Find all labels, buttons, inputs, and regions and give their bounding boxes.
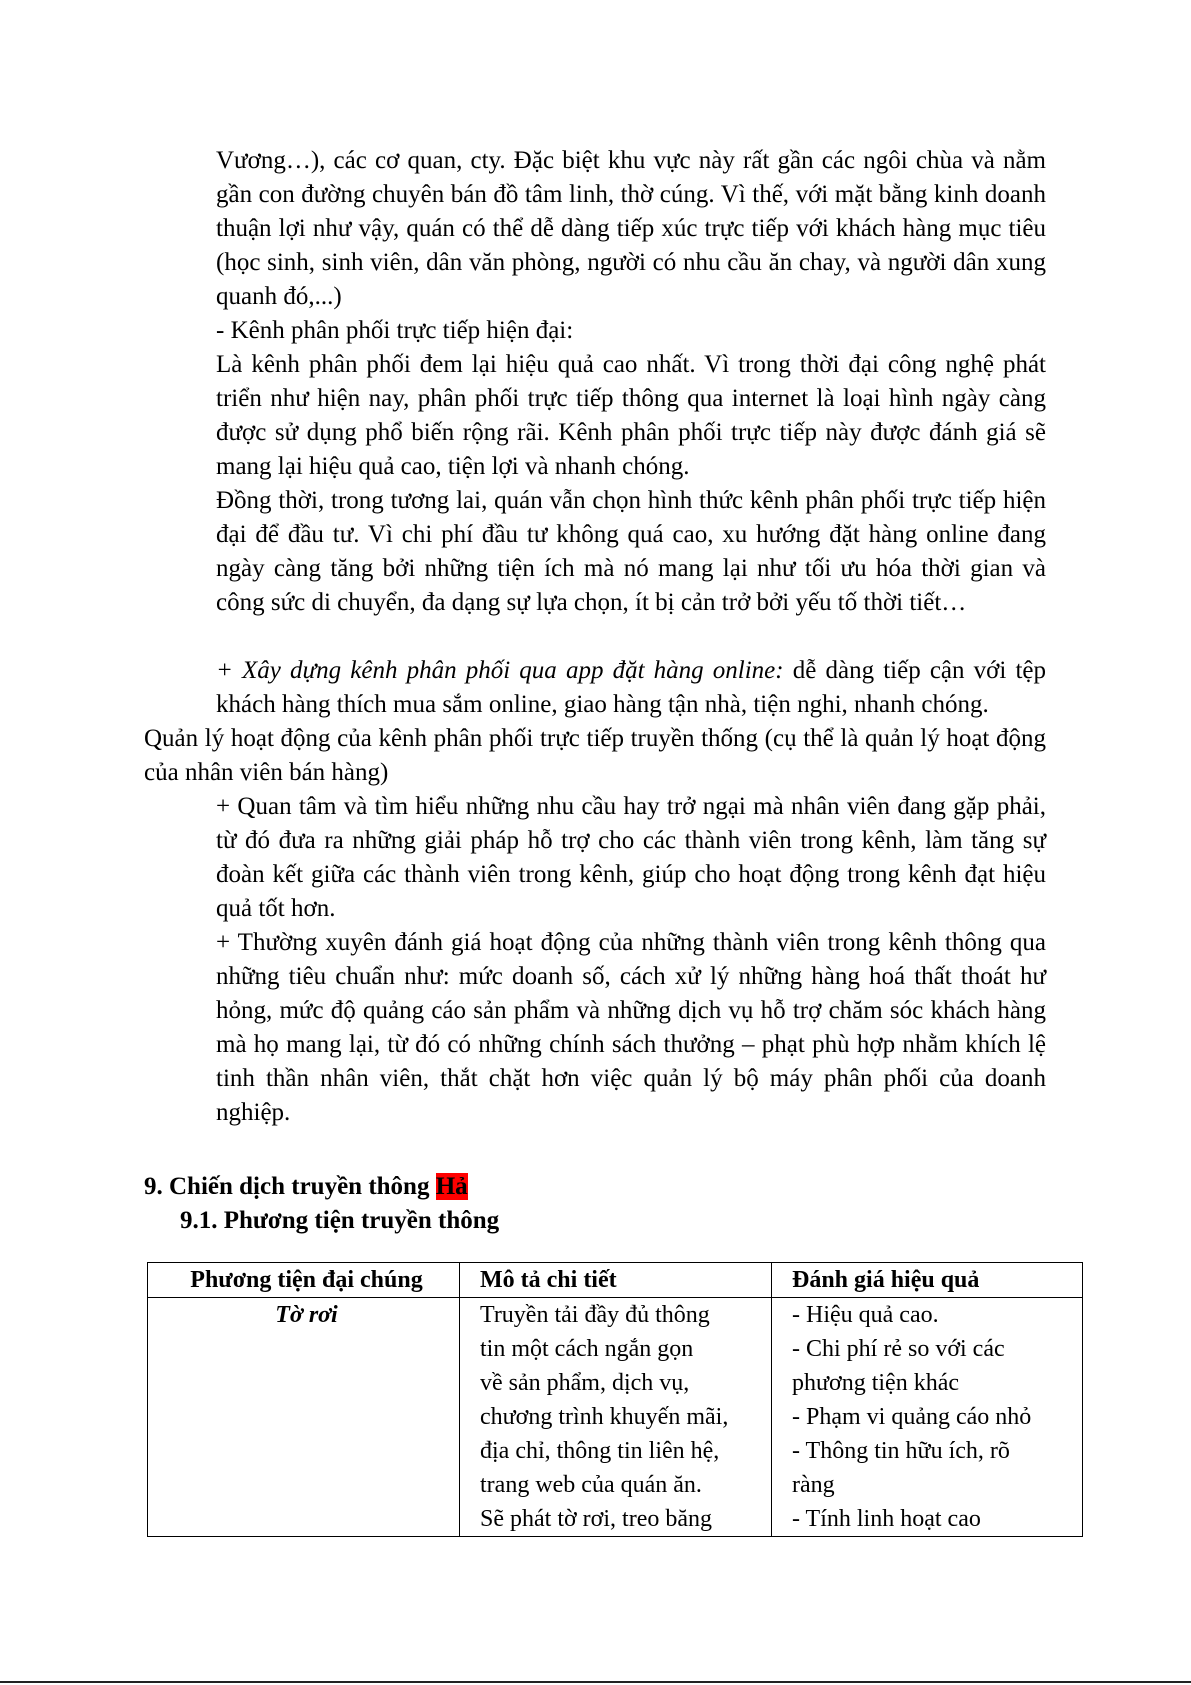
evaluation-line: phương tiện khác xyxy=(792,1370,959,1396)
paragraph-care-staff: + Quan tâm và tìm hiểu những nhu cầu hay trở ngại mà nhân viên đang gặp phải, từ đó đưa ra những giải pháp hỗ trợ cho các thành viên trong kênh, làm tăng sự đoàn kết giữa các thành viên trong kênh, giúp cho hoạt động trong kênh đạt hiệu quả tốt hơn. xyxy=(216,793,1046,922)
description-line: trang web của quán ăn. xyxy=(480,1472,702,1498)
evaluation-line: - Thông tin hữu ích, rõ xyxy=(792,1438,1010,1464)
paragraph-future-investment: Đồng thời, trong tương lai, quán vẫn chọn hình thức kênh phân phối trực tiếp hiện đại để đầu tư. Vì chi phí đầu tư không quá cao, xu hướng đặt hàng online đang ngày càng tăng bởi những tiện ích mà nó mang lại như tối ưu hóa thời gian và công sức di chuyển, đa dạng sự lựa chọn, ít bị cản trở bởi yếu tố thời tiết… xyxy=(216,487,1046,616)
heading-section-9-text: 9. Chiến dịch truyền thông xyxy=(144,1173,436,1200)
app-channel-text: dễ dàng tiếp cận với tệp khách hàng thích mua sắm online, giao hàng tận nhà, tiện nghi, nhanh chóng. xyxy=(216,657,1046,718)
table-cell-description xyxy=(460,1298,772,1537)
description-line: địa chỉ, thông tin liên hệ, xyxy=(480,1438,720,1464)
evaluation-line: - Tính linh hoạt cao xyxy=(792,1506,981,1532)
table-header-evaluation: Đánh giá hiệu quả xyxy=(772,1263,1083,1298)
description-line: Truyền tải đầy đủ thông xyxy=(480,1302,710,1328)
table-header-description: Mô tả chi tiết xyxy=(460,1263,772,1298)
description-line: Sẽ phát tờ rơi, treo băng xyxy=(480,1506,712,1532)
evaluation-line: ràng xyxy=(792,1472,835,1498)
evaluation-line: - Hiệu quả cao. xyxy=(792,1302,939,1328)
app-channel-italic: + Xây dựng kênh phân phối qua app đặt hàng online: xyxy=(216,657,784,684)
table-cell-evaluation xyxy=(772,1298,1083,1537)
heading-section-9-1: 9.1. Phương tiện truyền thông xyxy=(180,1207,500,1234)
paragraph-location: Vương…), các cơ quan, cty. Đặc biệt khu vực này rất gần các ngôi chùa và nằm gần con đường chuyên bán đồ tâm linh, thờ cúng. Vì thế, với mặt bằng kinh doanh thuận lợi như vậy, quán có thể dễ dàng tiếp xúc trực tiếp với khách hàng mục tiêu (học sinh, sinh viên, dân văn phòng, người có nhu cầu ăn chay, và người dân xung quanh đó,...) xyxy=(216,147,1046,310)
description-line: tin một cách ngắn gọn xyxy=(480,1336,694,1362)
evaluation-line: - Chi phí rẻ so với các xyxy=(792,1336,1005,1362)
table-cell-medium: Tờ rơi xyxy=(148,1298,460,1537)
description-line: về sản phẩm, dịch vụ, xyxy=(480,1370,690,1396)
media-table xyxy=(147,1262,1083,1537)
highlight-mark: Hả xyxy=(435,1173,468,1200)
paragraph-management: Quản lý hoạt động của kênh phân phối trực tiếp truyền thống (cụ thể là quản lý hoạt động của nhân viên bán hàng) xyxy=(144,725,1046,786)
table-header-row xyxy=(148,1263,1083,1298)
page-bottom-divider xyxy=(0,1681,1191,1683)
paragraph-modern-channel-label: - Kênh phân phối trực tiếp hiện đại: xyxy=(216,317,574,344)
table-row xyxy=(148,1298,1083,1537)
paragraph-modern-channel-desc: Là kênh phân phối đem lại hiệu quả cao nhất. Vì trong thời đại công nghệ phát triển như hiện nay, phân phối trực tiếp thông qua internet là loại hình ngày càng được sử dụng phổ biến rộng rãi. Kênh phân phối trực tiếp này được đánh giá sẽ mang lại hiệu quả cao, tiện lợi và nhanh chóng. xyxy=(216,351,1046,480)
paragraph-evaluate-staff: + Thường xuyên đánh giá hoạt động của những thành viên trong kênh thông qua những tiêu chuẩn như: mức doanh số, cách xử lý những hàng hoá thất thoát hư hỏng, mức độ quảng cáo sản phẩm và những dịch vụ hỗ trợ chăm sóc khách hàng mà họ mang lại, từ đó có những chính sách thưởng – phạt phù hợp nhằm khích lệ tinh thần nhân viên, thắt chặt hơn việc quản lý bộ máy phân phối của doanh nghiệp. xyxy=(216,929,1046,1126)
paragraph-app-channel xyxy=(216,654,1046,722)
table-header-medium: Phương tiện đại chúng xyxy=(148,1263,460,1298)
evaluation-line: - Phạm vi quảng cáo nhỏ xyxy=(792,1404,1032,1430)
heading-section-9 xyxy=(144,1170,468,1204)
description-line: chương trình khuyến mãi, xyxy=(480,1404,729,1430)
